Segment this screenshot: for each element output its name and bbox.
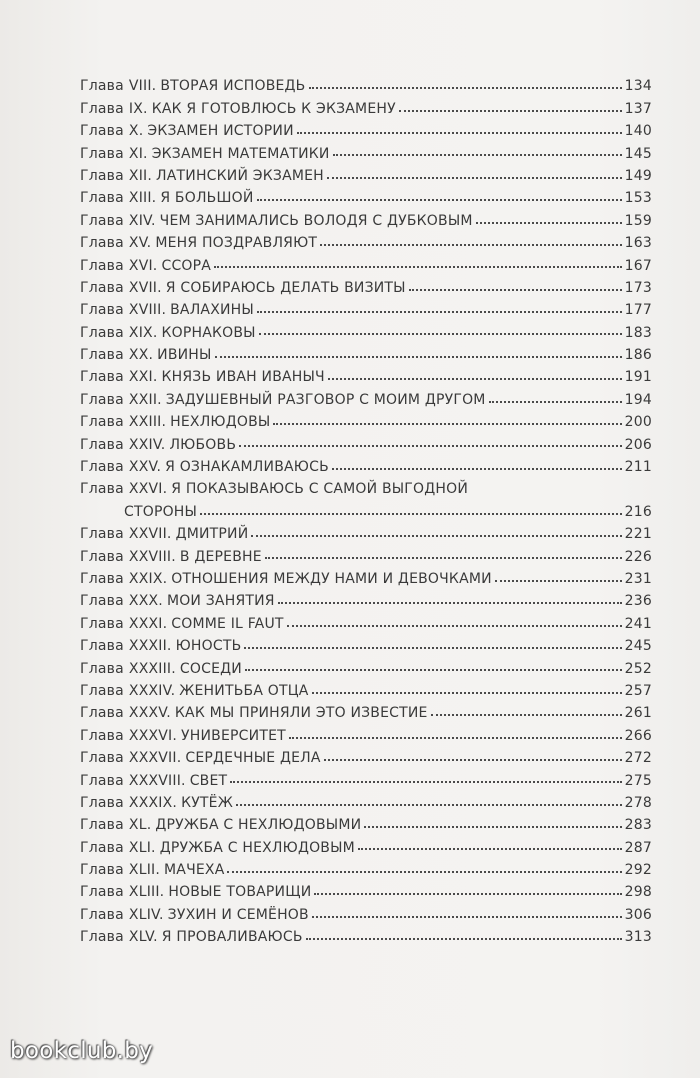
page-number: 159 [624, 212, 652, 229]
chapter-number: XVII. [128, 279, 162, 296]
chapter-number: XVI. [128, 257, 158, 274]
chapter-number: XXIII. [128, 414, 167, 431]
dot-leader [312, 916, 622, 918]
chapter-title: ВАЛАХИНЫ [170, 302, 254, 319]
chapter-prefix: Глава [80, 100, 124, 117]
chapter-title: ДРУЖБА С НЕХЛЮДОВЫМИ [155, 817, 362, 834]
toc-entry [80, 497, 652, 519]
chapter-number: XLIII. [128, 884, 165, 901]
chapter-prefix: Глава [80, 167, 124, 184]
chapter-prefix: Глава [80, 727, 124, 744]
chapter-title: ЗАДУШЕВНЫЙ РАЗГОВОР С МОИМ ДРУГОМ [165, 391, 486, 408]
chapter-prefix: Глава [80, 660, 124, 677]
dot-leader [245, 669, 622, 671]
chapter-number: XLIV. [128, 906, 164, 923]
dot-leader [265, 557, 622, 559]
chapter-prefix: Глава [80, 593, 124, 610]
chapter-title: ЭКЗАМЕН ИСТОРИИ [147, 123, 294, 140]
page-number: 252 [624, 660, 652, 677]
chapter-prefix: Глава [80, 929, 124, 946]
chapter-number: XXVIII. [128, 548, 176, 565]
chapter-number: XXXIII. [128, 660, 176, 677]
chapter-prefix: Глава [80, 391, 124, 408]
chapter-number: XL. [128, 817, 152, 834]
chapter-title: ЗУХИН И СЕМЁНОВ [167, 906, 309, 923]
toc-entry [80, 475, 652, 497]
page-number: 186 [624, 347, 652, 364]
toc-entry [80, 677, 652, 699]
dot-leader [358, 848, 622, 850]
dot-leader [259, 333, 622, 335]
dot-leader [309, 87, 622, 89]
chapter-number: XXXVIII. [128, 772, 186, 789]
chapter-prefix: Глава [80, 570, 124, 587]
page-number: 140 [624, 123, 652, 140]
toc-entry [80, 72, 652, 94]
chapter-title: КАК Я ГОТОВЛЮСЬ К ЭКЗАМЕНУ [151, 100, 396, 117]
chapter-number: XXXVI. [128, 727, 178, 744]
toc-entry [80, 318, 652, 340]
toc-entry [80, 341, 652, 363]
dot-leader [244, 647, 621, 649]
chapter-number: XXI. [128, 369, 158, 386]
page-number: 236 [624, 593, 652, 610]
chapter-prefix: Глава [80, 817, 124, 834]
page-number: 298 [624, 884, 652, 901]
chapter-title: ЭКЗАМЕН МАТЕМАТИКИ [151, 145, 330, 162]
chapter-prefix: Глава [80, 772, 124, 789]
chapter-title: МАЧЕХА [164, 862, 225, 879]
chapter-title: Я ПОКАЗЫВАЮСЬ С САМОЙ ВЫГОДНОЙ [171, 481, 469, 498]
dot-leader [200, 513, 622, 515]
chapter-title: Я ПРОВАЛИВАЮСЬ [161, 929, 303, 946]
dot-leader [431, 714, 622, 716]
chapter-number: XXII. [128, 391, 162, 408]
table-of-contents [80, 72, 652, 945]
page-number: 173 [624, 279, 652, 296]
toc-entry [80, 296, 652, 318]
chapter-number: X. [128, 123, 144, 140]
chapter-title: МЕНЯ ПОЗДРАВЛЯЮТ [155, 235, 318, 252]
chapter-prefix: Глава [80, 481, 124, 498]
chapter-prefix: Глава [80, 414, 124, 431]
toc-entry [80, 430, 652, 452]
chapter-title: СОСЕДИ [179, 660, 242, 677]
chapter-number: XLV. [128, 929, 158, 946]
chapter-prefix: Глава [80, 526, 124, 543]
chapter-prefix: Глава [80, 705, 124, 722]
chapter-number: XXVI. [128, 481, 168, 498]
toc-entry [80, 520, 652, 542]
dot-leader [489, 401, 622, 403]
page-number: 313 [624, 929, 652, 946]
chapter-number: XLI. [128, 839, 156, 856]
page-number: 211 [624, 459, 652, 476]
page-number: 266 [624, 727, 652, 744]
toc-entry [80, 363, 652, 385]
dot-leader [214, 266, 622, 268]
page-number: 167 [624, 257, 652, 274]
dot-leader [227, 871, 621, 873]
page-number: 134 [624, 78, 652, 95]
page-number: 177 [624, 302, 652, 319]
page-number: 145 [624, 145, 652, 162]
dot-leader [364, 826, 621, 828]
dot-leader [278, 602, 622, 604]
page-number: 153 [624, 190, 652, 207]
chapter-title: ЛАТИНСКИЙ ЭКЗАМЕН [156, 167, 324, 184]
chapter-number: XVIII. [128, 302, 167, 319]
chapter-number: IX. [128, 100, 148, 117]
page-number: 292 [624, 862, 652, 879]
toc-entry [80, 94, 652, 116]
chapter-number: XXXI. [128, 615, 168, 632]
chapter-prefix: Глава [80, 548, 124, 565]
chapter-number: XXXVII. [128, 750, 182, 767]
chapter-title: УНИВЕРСИТЕТ [181, 727, 286, 744]
dot-leader [476, 222, 622, 224]
toc-entry [80, 229, 652, 251]
chapter-title: НОВЫЕ ТОВАРИЩИ [168, 884, 312, 901]
chapter-prefix: Глава [80, 794, 124, 811]
page-number: 275 [624, 772, 652, 789]
dot-leader [239, 445, 622, 447]
dot-leader [287, 625, 622, 627]
page-number: 183 [624, 324, 652, 341]
dot-leader [289, 737, 622, 739]
dot-leader [273, 423, 621, 425]
page-number: 200 [624, 414, 652, 431]
dot-leader [332, 468, 622, 470]
dot-leader [409, 289, 622, 291]
dot-leader [324, 759, 622, 761]
page-number: 191 [624, 369, 652, 386]
dot-leader [328, 378, 622, 380]
toc-entry [80, 565, 652, 587]
chapter-number: XX. [128, 347, 154, 364]
toc-entry [80, 117, 652, 139]
chapter-title: COMME IL FAUT [171, 615, 284, 632]
chapter-number: XII. [128, 167, 153, 184]
dot-leader [297, 132, 622, 134]
page-number: 149 [624, 167, 652, 184]
chapter-title: КУТЁЖ [181, 794, 234, 811]
toc-entry [80, 856, 652, 878]
page-number: 261 [624, 705, 652, 722]
page-number: 245 [624, 638, 652, 655]
chapter-title: КНЯЗЬ ИВАН ИВАНЫЧ [161, 369, 325, 386]
chapter-title: Я БОЛЬШОЙ [160, 190, 254, 207]
chapter-prefix: Глава [80, 324, 124, 341]
chapter-prefix: Глава [80, 145, 124, 162]
chapter-title: СЕРДЕЧНЫЕ ДЕЛА [185, 750, 321, 767]
chapter-number: XXIX. [128, 570, 168, 587]
chapter-prefix: Глава [80, 78, 124, 95]
dot-leader [495, 580, 622, 582]
toc-entry [80, 162, 652, 184]
chapter-number: XIX. [128, 324, 158, 341]
page-number: 231 [624, 570, 652, 587]
page-number: 163 [624, 235, 652, 252]
page-number: 221 [624, 526, 652, 543]
chapter-prefix: Глава [80, 682, 124, 699]
toc-entry [80, 632, 652, 654]
dot-leader [399, 110, 622, 112]
chapter-prefix: Глава [80, 884, 124, 901]
toc-entry [80, 699, 652, 721]
chapter-number: XI. [128, 145, 148, 162]
dot-leader [257, 199, 622, 201]
chapter-prefix: Глава [80, 906, 124, 923]
chapter-prefix: Глава [80, 459, 124, 476]
chapter-title: ЛЮБОВЬ [169, 436, 237, 453]
toc-entry [80, 408, 652, 430]
chapter-number: XLII. [128, 862, 161, 879]
page-number: 278 [624, 794, 652, 811]
chapter-title: СТОРОНЫ [124, 503, 198, 520]
page-number: 137 [624, 100, 652, 117]
chapter-title: СВЕТ [189, 772, 228, 789]
chapter-prefix: Глава [80, 123, 124, 140]
chapter-title: ЧЕМ ЗАНИМАЛИСЬ ВОЛОДЯ С ДУБКОВЫМ [159, 212, 473, 229]
chapter-title: Я СОБИРАЮСЬ ДЕЛАТЬ ВИЗИТЫ [165, 279, 406, 296]
chapter-prefix: Глава [80, 436, 124, 453]
toc-entry [80, 923, 652, 945]
watermark-logo: bookclub.by [10, 1038, 154, 1064]
page-number: 272 [624, 750, 652, 767]
chapter-number: XXXII. [128, 638, 172, 655]
chapter-title: КАК МЫ ПРИНЯЛИ ЭТО ИЗВЕСТИЕ [174, 705, 428, 722]
page-number: 287 [624, 839, 652, 856]
chapter-title: ОТНОШЕНИЯ МЕЖДУ НАМИ И ДЕВОЧКАМИ [171, 570, 492, 587]
chapter-prefix: Глава [80, 750, 124, 767]
chapter-number: XXIV. [128, 436, 166, 453]
page-number: 257 [624, 682, 652, 699]
chapter-number: VIII. [128, 78, 157, 95]
page-number: 241 [624, 615, 652, 632]
chapter-number: XXXV. [128, 705, 171, 722]
toc-entry [80, 542, 652, 564]
toc-entry [80, 833, 652, 855]
chapter-prefix: Глава [80, 190, 124, 207]
page-number: 194 [624, 391, 652, 408]
chapter-title: КОРНАКОВЫ [161, 324, 256, 341]
toc-entry [80, 385, 652, 407]
chapter-title: ДРУЖБА С НЕХЛЮДОВЫМ [159, 839, 355, 856]
dot-leader [215, 356, 622, 358]
page-number: 206 [624, 436, 652, 453]
chapter-title: ССОРА [161, 257, 212, 274]
page-number: 283 [624, 817, 652, 834]
chapter-number: XXXIV. [128, 682, 176, 699]
dot-leader [312, 692, 622, 694]
chapter-title: ДМИТРИЙ [175, 526, 249, 543]
chapter-title: МОИ ЗАНЯТИЯ [166, 593, 275, 610]
chapter-number: XXX. [128, 593, 163, 610]
dot-leader [236, 804, 622, 806]
chapter-prefix: Глава [80, 347, 124, 364]
dot-leader [327, 177, 622, 179]
toc-entry [80, 139, 652, 161]
chapter-title: НЕХЛЮДОВЫ [170, 414, 271, 431]
chapter-prefix: Глава [80, 302, 124, 319]
chapter-prefix: Глава [80, 235, 124, 252]
chapter-title: ИВИНЫ [157, 347, 212, 364]
chapter-prefix: Глава [80, 638, 124, 655]
chapter-number: XV. [128, 235, 152, 252]
toc-entry [80, 251, 652, 273]
chapter-number: XXXIX. [128, 794, 178, 811]
page-number: 226 [624, 548, 652, 565]
dot-leader [314, 893, 621, 895]
chapter-prefix: Глава [80, 212, 124, 229]
chapter-prefix: Глава [80, 615, 124, 632]
toc-entry [80, 766, 652, 788]
chapter-number: XXV. [128, 459, 162, 476]
chapter-number: XXVII. [128, 526, 172, 543]
toc-entry [80, 744, 652, 766]
toc-entry [80, 184, 652, 206]
dot-leader [306, 938, 622, 940]
chapter-title: Я ОЗНАКАМЛИВАЮСЬ [165, 459, 329, 476]
toc-entry [80, 274, 652, 296]
dot-leader [257, 311, 622, 313]
dot-leader [251, 535, 621, 537]
toc-entry [80, 900, 652, 922]
chapter-title: ЮНОСТЬ [175, 638, 242, 655]
toc-entry [80, 811, 652, 833]
toc-entry [80, 206, 652, 228]
chapter-title: ВТОРАЯ ИСПОВЕДЬ [160, 78, 306, 95]
toc-entry [80, 453, 652, 475]
chapter-prefix: Глава [80, 369, 124, 386]
dot-leader [333, 154, 622, 156]
page-number: 216 [624, 503, 652, 520]
chapter-title: В ДЕРЕВНЕ [179, 548, 262, 565]
chapter-prefix: Глава [80, 839, 124, 856]
page-number: 306 [624, 906, 652, 923]
chapter-number: XIV. [128, 212, 156, 229]
toc-entry [80, 789, 652, 811]
toc-entry [80, 587, 652, 609]
chapter-prefix: Глава [80, 257, 124, 274]
dot-leader [320, 244, 622, 246]
toc-entry [80, 654, 652, 676]
toc-entry [80, 721, 652, 743]
chapter-prefix: Глава [80, 279, 124, 296]
chapter-prefix: Глава [80, 862, 124, 879]
toc-entry [80, 878, 652, 900]
chapter-title: ЖЕНИТЬБА ОТЦА [179, 682, 309, 699]
toc-entry [80, 609, 652, 631]
chapter-number: XIII. [128, 190, 157, 207]
dot-leader [230, 781, 621, 783]
